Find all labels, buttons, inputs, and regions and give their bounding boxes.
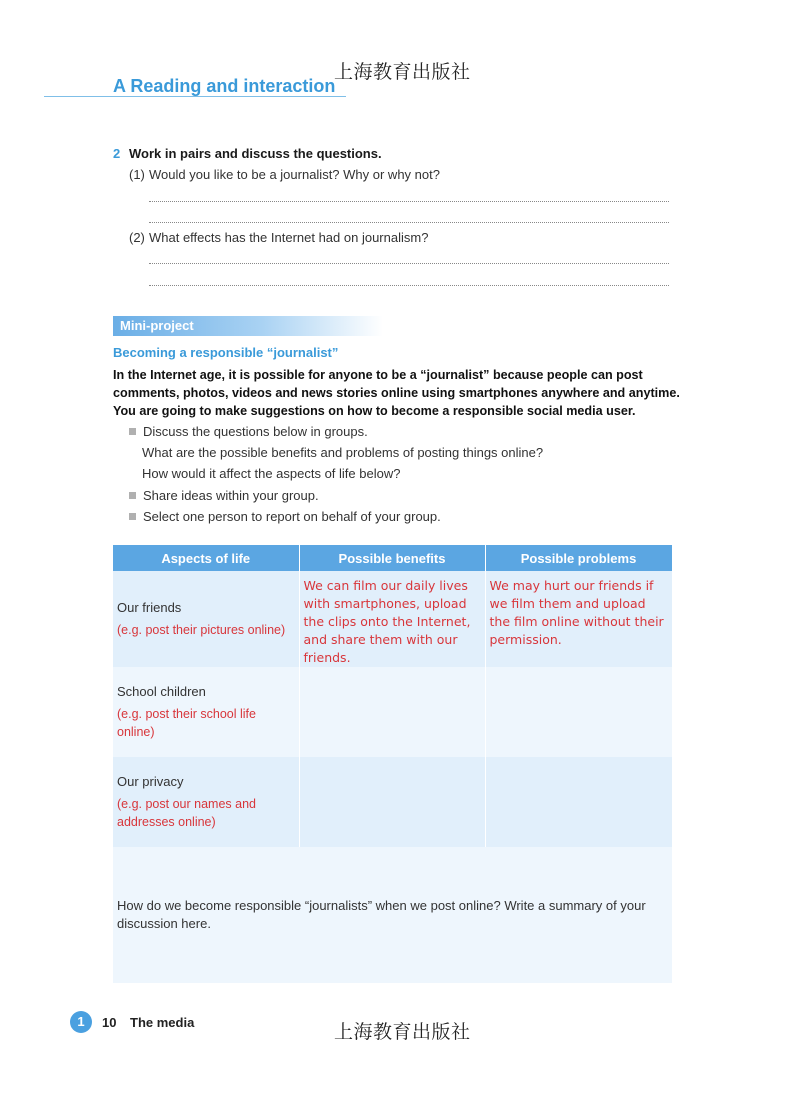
bullet-text: Share ideas within your group.	[143, 488, 319, 503]
mini-project-subtitle: Becoming a responsible “journalist”	[113, 345, 339, 360]
bullet-text: Discuss the questions below in groups.	[143, 424, 368, 439]
square-bullet-icon	[129, 428, 136, 435]
aspect-example: (e.g. post our names and addresses online)	[117, 796, 256, 829]
aspect-cell	[113, 571, 299, 667]
page-number: 10	[102, 1015, 117, 1030]
unit-badge: 1	[70, 1011, 92, 1033]
summary-cell[interactable]	[113, 847, 672, 983]
question-heading: Work in pairs and discuss the questions.	[129, 146, 382, 161]
question-number: 2	[113, 146, 121, 161]
bullet-item	[129, 509, 441, 524]
bullet-item	[129, 488, 319, 503]
aspect-label: Our friends	[117, 599, 182, 615]
question-1-text: Would you like to be a journalist? Why or why not?	[149, 167, 440, 182]
aspect-cell	[113, 667, 299, 757]
title-underline	[44, 96, 346, 97]
mini-project-tag-label: Mini-project	[120, 318, 194, 333]
mini-project-intro: In the Internet age, it is possible for anyone to be a “journalist” because people can post comments, photos, videos and news stories online using smartphones anywhere and anytime. You are going to make suggestions on how to become a responsible social media user.	[113, 368, 680, 418]
unit-title: The media	[130, 1015, 195, 1030]
aspect-example: (e.g. post their school life online)	[117, 706, 256, 739]
aspect-label: School children	[117, 683, 206, 699]
answer-line[interactable]	[149, 285, 669, 286]
header-benefits: Possible benefits	[299, 545, 485, 571]
section-title: A Reading and interaction	[113, 76, 336, 96]
answer-line[interactable]	[149, 263, 669, 264]
problem-answer: We may hurt our friends if we film them and upload the film online without their permission.	[489, 578, 664, 647]
answer-line[interactable]	[149, 222, 669, 223]
square-bullet-icon	[129, 513, 136, 520]
benefit-cell[interactable]	[299, 571, 485, 667]
problem-cell[interactable]	[485, 571, 672, 667]
prompt-line: How would it affect the aspects of life below?	[142, 466, 401, 481]
discussion-table	[113, 545, 673, 983]
aspect-example: (e.g. post their pictures online)	[117, 622, 286, 637]
aspect-cell	[113, 757, 299, 847]
problem-cell[interactable]	[485, 667, 672, 757]
aspect-label: Our privacy	[117, 773, 184, 789]
question-1-label: (1)	[129, 167, 145, 182]
problem-cell[interactable]	[485, 757, 672, 847]
table-header-row	[113, 545, 672, 571]
header-problems: Possible problems	[485, 545, 672, 571]
benefit-cell[interactable]	[299, 757, 485, 847]
summary-row[interactable]	[113, 847, 672, 983]
benefit-answer: We can film our daily lives with smartphones, upload the clips onto the Internet, and share them with our friends.	[303, 578, 471, 665]
square-bullet-icon	[129, 492, 136, 499]
mini-project-tag	[113, 316, 383, 336]
summary-prompt: How do we become responsible “journalists” when we post online? Write a summary of your discussion here.	[117, 898, 646, 931]
bullet-item	[129, 424, 368, 439]
question-2-text: What effects has the Internet had on journalism?	[149, 230, 429, 245]
prompt-line: What are the possible benefits and problems of posting things online?	[142, 445, 544, 460]
publisher-watermark-top: 上海教育出版社	[334, 61, 471, 83]
question-2-label: (2)	[129, 230, 145, 245]
publisher-watermark-bottom: 上海教育出版社	[334, 1021, 471, 1043]
bullet-text: Select one person to report on behalf of your group.	[143, 509, 441, 524]
table-row	[113, 667, 672, 757]
answer-line[interactable]	[149, 201, 669, 202]
table-row	[113, 757, 672, 847]
table-row	[113, 571, 672, 667]
benefit-cell[interactable]	[299, 667, 485, 757]
header-aspects: Aspects of life	[113, 545, 299, 571]
